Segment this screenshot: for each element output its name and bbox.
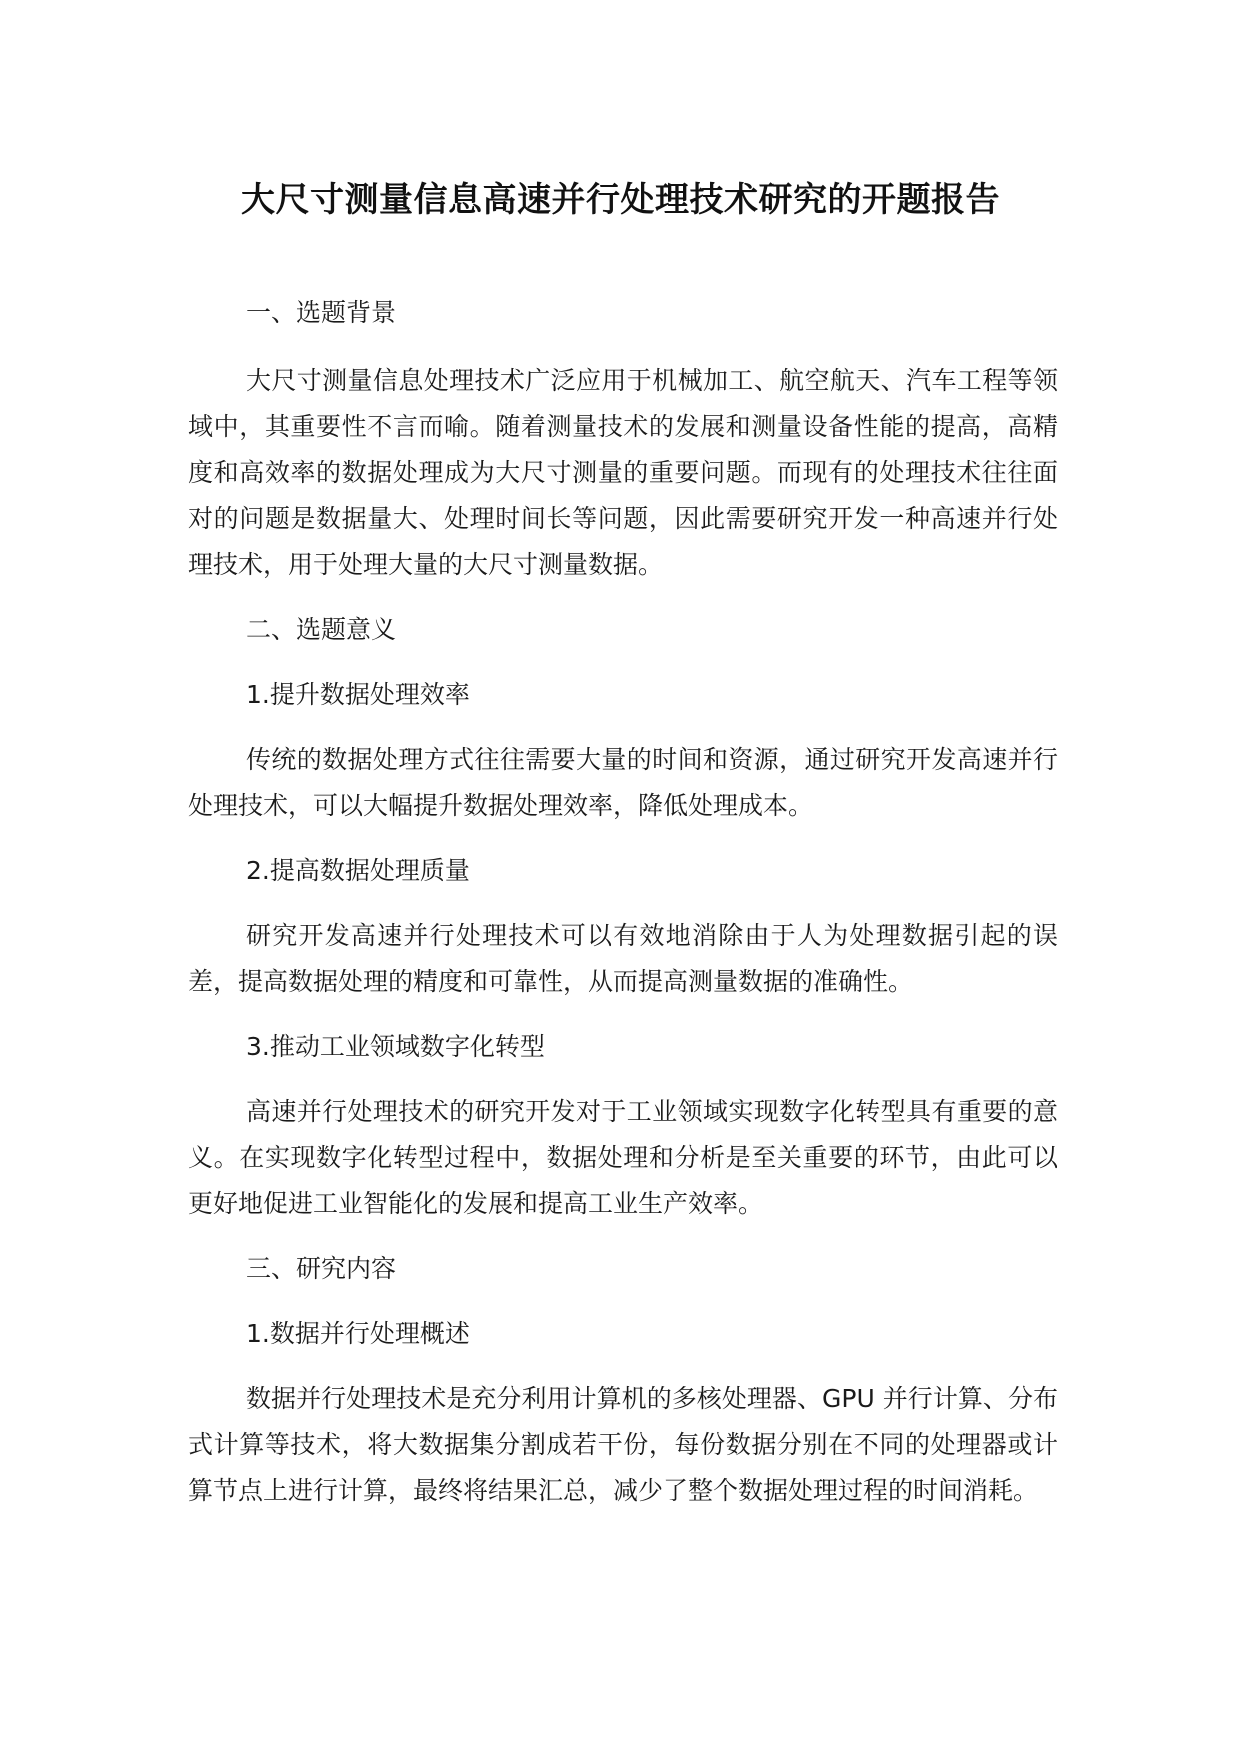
paragraph-parallel-overview: 数据并行处理技术是充分利用计算机的多核处理器、GPU 并行计算、分布式计算等技术，将大数据集分割成若干份，每份数据分别在不同的处理器或计算节点上进行计算，最终将结果汇总，减少了整个数据处理过程的时间消耗。 xyxy=(188,1384,1058,1505)
subheading-parallel-overview: 1.数据并行处理概述 xyxy=(246,1319,470,1348)
section-heading-background: 一、选题背景 xyxy=(246,298,397,327)
paragraph-digital-transformation: 高速并行处理技术的研究开发对于工业领域实现数字化转型具有重要的意义。在实现数字化转型过程中，数据处理和分析是至关重要的环节，由此可以更好地促进工业智能化的发展和提高工业生产效率。 xyxy=(188,1097,1058,1218)
document-title: 大尺寸测量信息高速并行处理技术研究的开题报告 xyxy=(241,180,1000,220)
paragraph-background: 大尺寸测量信息处理技术广泛应用于机械加工、航空航天、汽车工程等领域中，其重要性不言而喻。随着测量技术的发展和测量设备性能的提高，高精度和高效率的数据处理成为大尺寸测量的重要问题。而现有的处理技术往往面对的问题是数据量大、处理时间长等问题，因此需要研究开发一种高速并行处理技术，用于处理大量的大尺寸测量数据。 xyxy=(188,366,1058,579)
subheading-quality: 2.提高数据处理质量 xyxy=(246,856,470,885)
subheading-digital-transformation: 3.推动工业领域数字化转型 xyxy=(246,1032,545,1061)
paragraph-efficiency: 传统的数据处理方式往往需要大量的时间和资源，通过研究开发高速并行处理技术，可以大幅提升数据处理效率，降低处理成本。 xyxy=(188,745,1058,820)
paragraph-quality: 研究开发高速并行处理技术可以有效地消除由于人为处理数据引起的误差，提高数据处理的精度和可靠性，从而提高测量数据的准确性。 xyxy=(188,921,1058,996)
subheading-efficiency: 1.提升数据处理效率 xyxy=(246,680,470,709)
document-body xyxy=(188,290,1058,1533)
section-heading-research-content: 三、研究内容 xyxy=(246,1254,397,1283)
section-heading-significance: 二、选题意义 xyxy=(246,615,397,644)
